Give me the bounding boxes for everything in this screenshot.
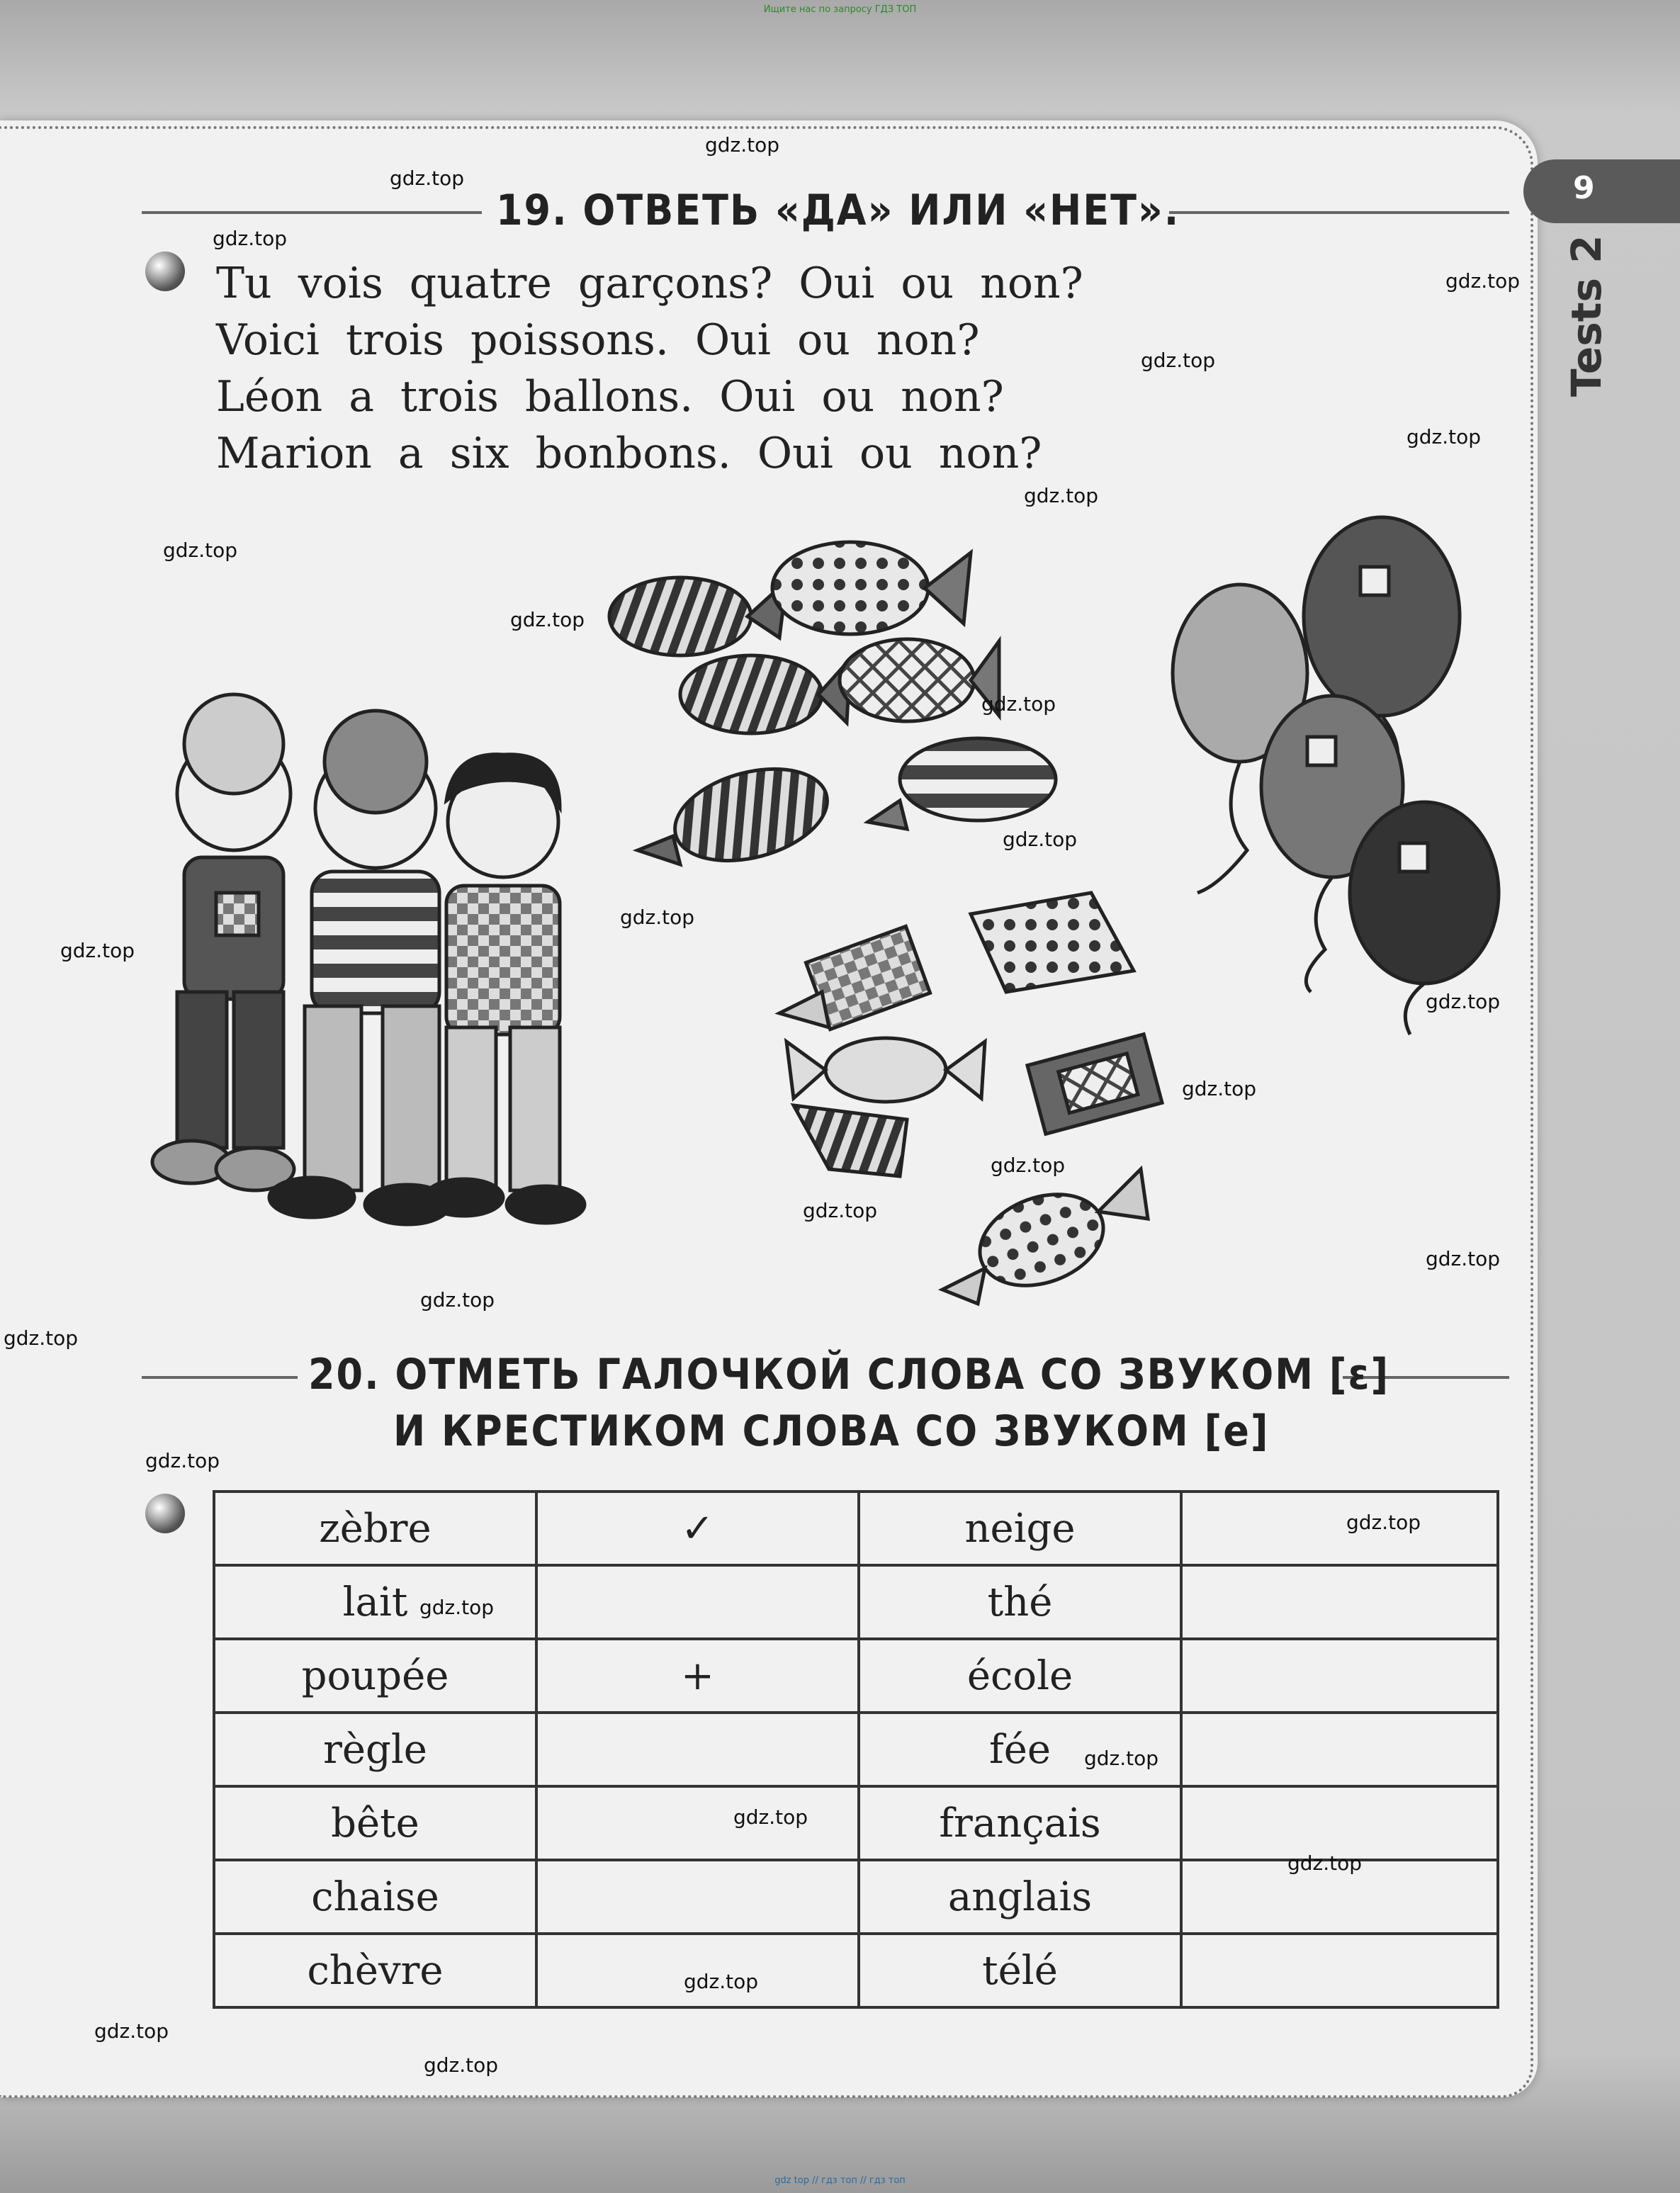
word-cell: français <box>859 1786 1181 1860</box>
table-row <box>214 1639 1498 1713</box>
watermark: gdz.top <box>684 1970 759 1993</box>
word-cell: chèvre <box>214 1934 536 2007</box>
watermark: gdz.top <box>1426 990 1501 1013</box>
word-cell: thé <box>859 1565 1181 1639</box>
title-rule-left-20 <box>142 1376 298 1379</box>
page-number: 9 <box>1573 170 1595 206</box>
answer-mark-cell[interactable] <box>1181 1639 1498 1713</box>
watermark: gdz.top <box>1406 425 1482 449</box>
table-row <box>214 1934 1498 2007</box>
word-cell: télé <box>859 1934 1181 2007</box>
three-boys-image <box>152 694 585 1224</box>
answer-mark-cell[interactable]: + <box>536 1639 859 1713</box>
word-cell: école <box>859 1639 1181 1713</box>
answer-mark-cell[interactable] <box>536 1786 859 1860</box>
watermark: gdz.top <box>1141 349 1216 372</box>
word-cell: lait <box>214 1565 536 1639</box>
watermark: gdz.top <box>1182 1077 1257 1100</box>
word-cell: règle <box>214 1713 536 1786</box>
table-row <box>214 1786 1498 1860</box>
word-cell: fée <box>859 1713 1181 1786</box>
answer-mark-cell[interactable] <box>1181 1786 1498 1860</box>
watermark: gdz.top <box>705 133 780 157</box>
watermark: gdz.top <box>1287 1851 1363 1875</box>
watermark: gdz.top <box>419 1596 495 1619</box>
word-cell: chaise <box>214 1860 536 1934</box>
section-label: Tests 2 <box>1562 235 1611 397</box>
watermark: gdz.top <box>420 1288 495 1312</box>
sentence-1: Tu vois quatre garçons? Oui ou non? <box>216 259 1083 308</box>
word-cell: poupée <box>214 1639 536 1713</box>
watermark: gdz.top <box>733 1805 808 1829</box>
answer-mark-cell[interactable] <box>536 1713 859 1786</box>
watermark: gdz.top <box>94 2019 169 2043</box>
answer-mark-cell[interactable] <box>1181 1713 1498 1786</box>
exercise-20-title-line2: И КРЕСТИКОМ СЛОВА СО ЗВУКОМ [e] <box>393 1406 1270 1456</box>
watermark: gdz.top <box>4 1326 79 1350</box>
answer-mark-cell[interactable] <box>1181 1492 1498 1565</box>
watermark: gdz.top <box>60 939 135 962</box>
watermark: gdz.top <box>1084 1747 1159 1770</box>
watermark: gdz.top <box>1024 484 1099 507</box>
watermark: gdz.top <box>981 692 1056 716</box>
bullet-icon <box>145 1494 185 1533</box>
sentence-3: Léon a trois ballons. Oui ou non? <box>216 372 1004 422</box>
table-row <box>214 1713 1498 1786</box>
sentence-2: Voici trois poissons. Oui ou non? <box>216 315 980 365</box>
watermark: gdz.top <box>163 539 238 562</box>
watermark: gdz.top <box>1346 1511 1421 1534</box>
table-row <box>214 1565 1498 1639</box>
exercise-19-title: 19. ОТВЕТЬ «ДА» ИЛИ «НЕТ». <box>496 186 1180 235</box>
top-note: Ищите нас по запросу ГДЗ ТОП <box>763 4 917 15</box>
answer-mark-cell[interactable]: ✓ <box>536 1492 859 1565</box>
watermark: gdz.top <box>991 1154 1066 1177</box>
watermark: gdz.top <box>213 227 288 250</box>
word-cell: anglais <box>859 1860 1181 1934</box>
words-table <box>213 1490 1499 2009</box>
table-row <box>214 1492 1498 1565</box>
exercise-20-title-line1: 20. ОТМЕТЬ ГАЛОЧКОЙ СЛОВА СО ЗВУКОМ [ɛ] <box>308 1350 1390 1399</box>
six-candies-image <box>779 893 1162 1304</box>
watermark: gdz.top <box>510 608 585 631</box>
watermark: gdz.top <box>1426 1247 1501 1270</box>
answer-mark-cell[interactable] <box>536 1860 859 1934</box>
sentence-4: Marion a six bonbons. Oui ou non? <box>216 429 1042 478</box>
answer-mark-cell[interactable] <box>536 1565 859 1639</box>
word-cell: bête <box>214 1786 536 1860</box>
bottom-note: gdz top // гдз топ // гдз топ <box>774 2175 906 2186</box>
three-balloons-image <box>1173 517 1499 1035</box>
word-cell: zèbre <box>214 1492 536 1565</box>
answer-mark-cell[interactable] <box>1181 1934 1498 2007</box>
watermark: gdz.top <box>390 167 465 190</box>
watermark: gdz.top <box>1445 269 1521 293</box>
answer-mark-cell[interactable] <box>1181 1565 1498 1639</box>
watermark: gdz.top <box>620 906 695 929</box>
watermark: gdz.top <box>803 1199 878 1222</box>
watermark: gdz.top <box>424 2053 499 2077</box>
watermark: gdz.top <box>145 1449 220 1472</box>
watermark: gdz.top <box>1003 828 1078 851</box>
word-cell: neige <box>859 1492 1181 1565</box>
